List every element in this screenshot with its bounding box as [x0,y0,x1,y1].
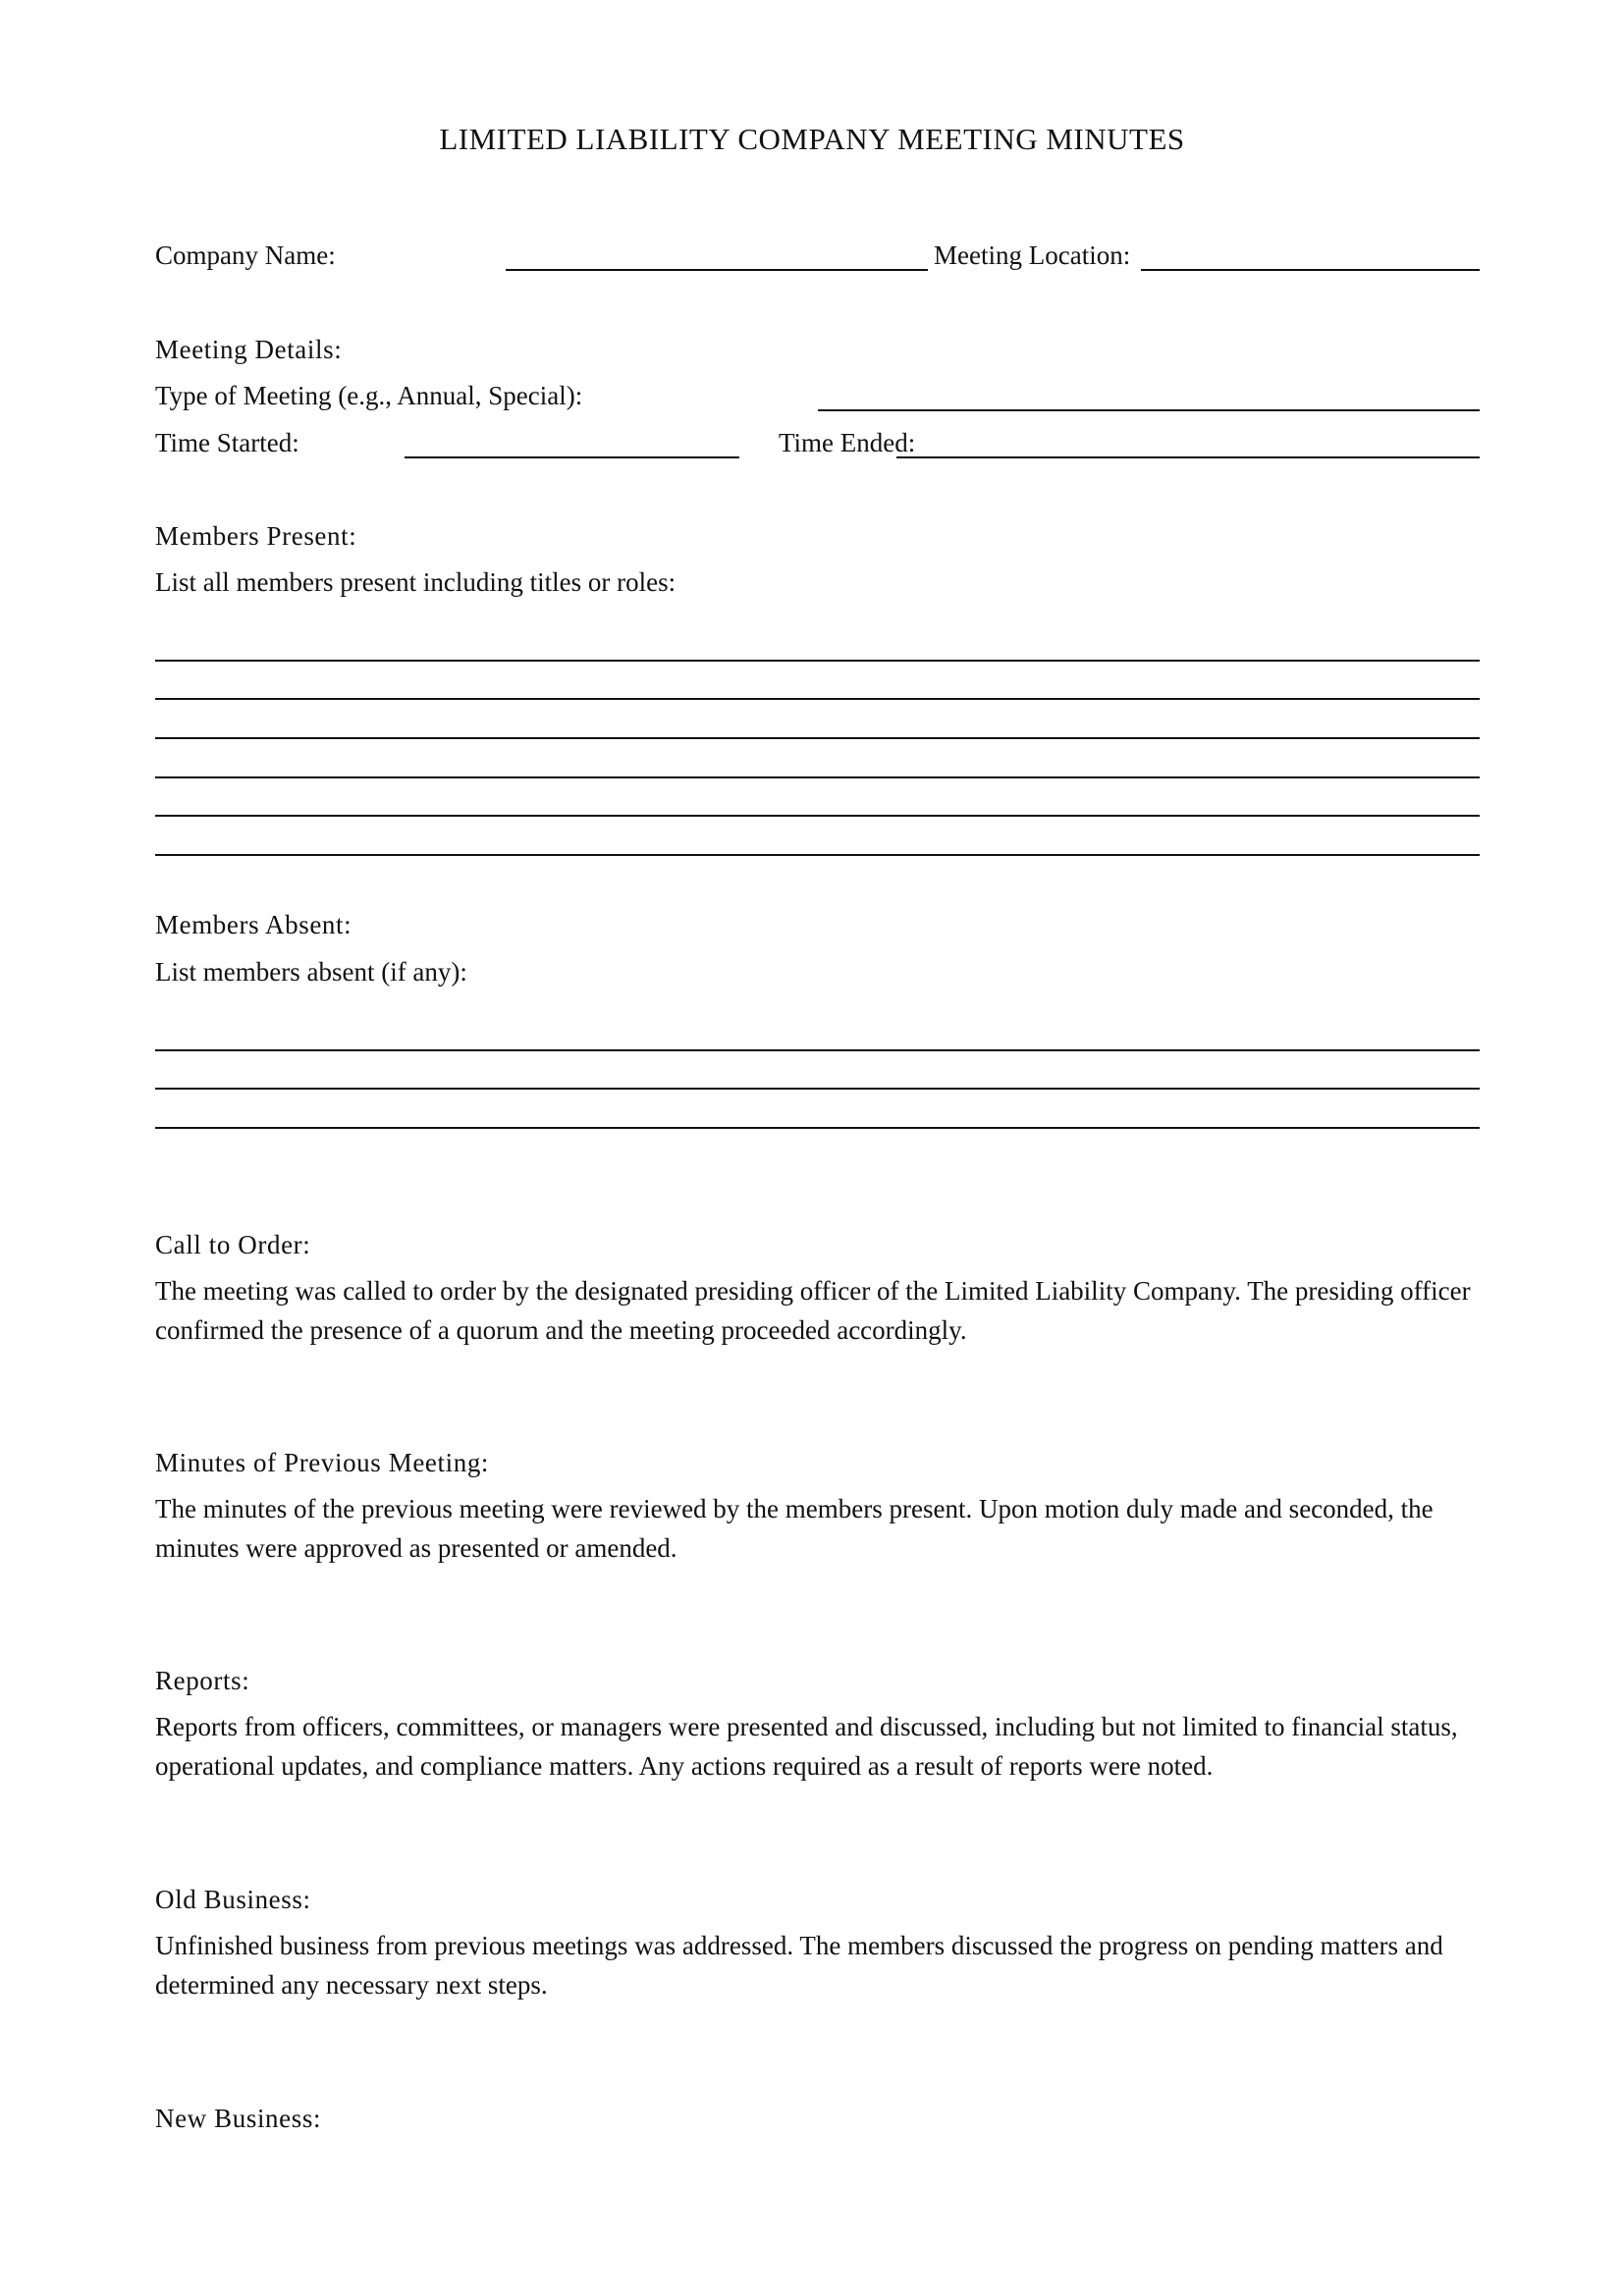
members-present-line[interactable] [155,815,1480,817]
time-ended-label: Time Ended: [779,428,916,457]
members-absent-line[interactable] [155,1127,1480,1129]
reports-heading: Reports: [155,1666,250,1695]
new-business-heading: New Business: [155,2104,322,2133]
company-name-field[interactable] [506,269,928,271]
meeting-location-field[interactable] [1141,269,1480,271]
previous-minutes-heading: Minutes of Previous Meeting: [155,1448,490,1477]
reports-body: Reports from officers, committees, or managers were presented and discussed, including but not limited to financial status, operational updates, and compliance matters. Any actions required as a result of reports were noted. [155,1712,1458,1781]
members-present-line[interactable] [155,737,1480,739]
members-present-line[interactable] [155,660,1480,662]
old-business-heading: Old Business: [155,1885,311,1914]
document-title: LIMITED LIABILITY COMPANY MEETING MINUTES [439,122,1185,156]
meeting-type-label: Type of Meeting (e.g., Annual, Special): [155,381,583,410]
time-started-field[interactable] [405,456,739,458]
meeting-type-field[interactable] [818,409,1480,411]
call-to-order-body: The meeting was called to order by the designated presiding officer of the Limited Liability Company. The presiding officer confirmed the presence of a quorum and the meeting proceeded accordingly. [155,1276,1471,1345]
members-present-line[interactable] [155,698,1480,700]
meeting-details-heading: Meeting Details: [155,335,343,364]
members-absent-instruction: List members absent (if any): [155,957,467,987]
time-ended-field[interactable] [896,456,1480,458]
previous-minutes-body: The minutes of the previous meeting were reviewed by the members present. Upon motion duly made and seconded, the minutes were approved as presented or amended. [155,1494,1434,1563]
time-started-label: Time Started: [155,428,299,457]
members-present-line[interactable] [155,776,1480,778]
members-absent-line[interactable] [155,1049,1480,1051]
members-present-heading: Members Present: [155,521,357,551]
members-absent-line[interactable] [155,1088,1480,1090]
company-name-label: Company Name: [155,240,336,270]
members-absent-heading: Members Absent: [155,910,352,939]
old-business-body: Unfinished business from previous meetings was addressed. The members discussed the progress on pending matters and determined any necessary next steps. [155,1931,1443,2000]
call-to-order-heading: Call to Order: [155,1230,311,1259]
members-present-instruction: List all members present including titles or roles: [155,567,677,597]
meeting-location-label: Meeting Location: [934,240,1131,270]
members-present-line[interactable] [155,854,1480,856]
